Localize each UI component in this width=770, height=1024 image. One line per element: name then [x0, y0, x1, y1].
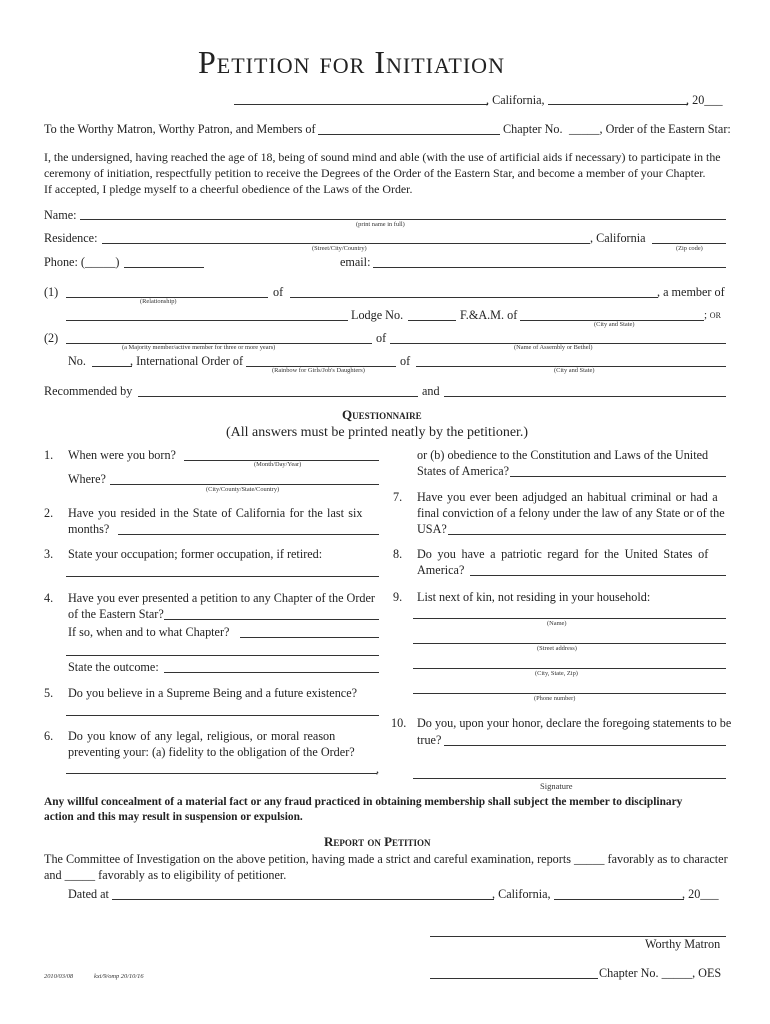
warning-line-1: Any willful concealment of a material fact or any fraud practiced in obtaining membership shall subject the member to disciplinary: [44, 796, 683, 808]
date-field[interactable]: [548, 104, 688, 105]
footer-code-1: 2010/03/08: [44, 973, 74, 980]
lodge-name-field[interactable]: [66, 320, 348, 321]
zip-field[interactable]: [652, 243, 726, 244]
q5-number: 5.: [44, 686, 54, 700]
name-label: Name:: [44, 208, 77, 222]
q3-number: 3.: [44, 547, 54, 561]
address-prefix: To the Worthy Matron, Worthy Patron, and Members of: [44, 122, 316, 136]
worthy-matron-label: Worthy Matron: [645, 937, 721, 951]
q9-street-hint: (Street address): [537, 645, 577, 652]
phone-label: Phone: (_____): [44, 255, 120, 269]
page-title: Petition for Initiation: [198, 44, 505, 80]
q6b-line-2: States of America?: [417, 464, 510, 478]
q1-where-hint: (City/County/State/Country): [206, 486, 280, 493]
kin-street-field[interactable]: [413, 643, 726, 644]
q10-line-2: true?: [417, 733, 442, 747]
q2-line-2: months?: [68, 522, 110, 536]
q7-line-3: USA?: [417, 522, 447, 536]
name-hint: (print name in full): [356, 221, 405, 228]
q4-chapter-field-2[interactable]: [66, 655, 379, 656]
recommended-and: and: [422, 384, 440, 398]
q6-line-1: Do you know of any legal, religious, or moral reason: [68, 729, 336, 743]
oes-chapter-name-field[interactable]: [430, 978, 598, 979]
kin-name-field[interactable]: [413, 618, 726, 619]
q10-answer-field[interactable]: [444, 745, 726, 746]
report-title: Report on Petition: [324, 834, 431, 849]
relation1-fam: F.&A.M. of: [460, 308, 518, 322]
relation1-or: ; or: [704, 309, 721, 321]
relation1-lodge: Lodge No.: [351, 308, 404, 322]
rainbow-hint: (Rainbow for Girls/Job's Daughters): [272, 367, 365, 374]
relation2-no: No.: [68, 354, 86, 368]
dated-california: , California,: [492, 887, 551, 901]
q6b-line-1: or (b) obedience to the Constitution and Laws of the United: [417, 448, 709, 462]
q7-answer-field[interactable]: [448, 534, 726, 535]
q8-line-2: America?: [417, 563, 465, 577]
header-year: , 20___: [686, 93, 723, 107]
q5-answer-field[interactable]: [66, 715, 379, 716]
majority-hint: (a Majority member/active member for three or more years): [122, 344, 276, 351]
relation2-intl: , International Order of: [130, 354, 244, 368]
email-field[interactable]: [373, 267, 726, 268]
q1-where: Where?: [68, 472, 106, 486]
intro-line-1: I, the undersigned, having reached the age of 18, being of sound mind and able (with the use of artificial aids if necessary) to participate in the: [44, 150, 721, 164]
dated-label: Dated at: [68, 887, 109, 901]
q7-number: 7.: [393, 490, 403, 504]
q9-name-hint: (Name): [547, 620, 567, 627]
q4-number: 4.: [44, 591, 54, 605]
q2-number: 2.: [44, 506, 54, 520]
q4-line-1: Have you ever presented a petition to any Chapter of the Order: [68, 591, 375, 605]
kin-city-field[interactable]: [413, 668, 726, 669]
relation1-city-hint: (City and State): [594, 321, 635, 328]
q8-number: 8.: [393, 547, 403, 561]
dated-place-field[interactable]: [112, 899, 494, 900]
q3-text: State your occupation; former occupation, if retired:: [68, 547, 323, 561]
dated-date-field[interactable]: [554, 899, 684, 900]
q4-line-3: If so, when and to what Chapter?: [68, 625, 230, 639]
dated-year: , 20___: [682, 887, 719, 901]
relation2-city-hint: (City and State): [554, 367, 595, 374]
warning-line-2: action and this may result in suspension or expulsion.: [44, 811, 303, 823]
q4-outcome: State the outcome:: [68, 660, 159, 674]
q6-number: 6.: [44, 729, 54, 743]
relation1-of: of: [273, 285, 284, 299]
questionnaire-title: Questionnaire: [342, 407, 422, 422]
lodge-number-field[interactable]: [408, 320, 456, 321]
residence-field[interactable]: [102, 243, 590, 244]
phone-field[interactable]: [124, 267, 204, 268]
q9-text: List next of kin, not residing in your household:: [417, 590, 651, 604]
relation2-number-field[interactable]: [92, 366, 132, 367]
relation1-number: (1): [44, 285, 59, 299]
intro-line-2: ceremony of initiation, respectfully petition to receive the Degrees of the Order of the Eastern Star, and become a member of your Chapter.: [44, 166, 706, 180]
assembly-hint: (Name of Assembly or Bethel): [514, 344, 593, 351]
recommender-2-field[interactable]: [444, 396, 726, 397]
relationship-hint: (Relationship): [140, 298, 177, 305]
q6-end: ,: [376, 762, 380, 776]
q2-line-1: Have you resided in the State of California for the last six: [68, 506, 363, 520]
q9-number: 9.: [393, 590, 403, 604]
intro-line-3: If accepted, I pledge myself to a cheerful obedience of the Laws of the Order.: [44, 182, 413, 196]
q5-text: Do you believe in a Supreme Being and a future existence?: [68, 686, 358, 700]
kin-phone-field[interactable]: [413, 693, 726, 694]
residence-hint: (Street/City/Country): [312, 245, 367, 252]
q10-line-1: Do you, upon your honor, declare the foregoing statements to be: [417, 716, 732, 730]
location-field[interactable]: [234, 104, 488, 105]
occupation-field[interactable]: [66, 576, 379, 577]
q1-text: When were you born?: [68, 448, 176, 462]
signature-field[interactable]: [413, 778, 726, 779]
header-california: , California,: [486, 93, 545, 107]
q9-phone-hint: (Phone number): [534, 695, 576, 702]
relation1-name-field[interactable]: [290, 297, 658, 298]
q6-answer-field[interactable]: [66, 773, 377, 774]
residence-california: , California: [590, 231, 646, 245]
relation2-number: (2): [44, 331, 59, 345]
q6-line-2: preventing your: (a) fidelity to the obligation of the Order?: [68, 745, 355, 759]
oes-chapter-label: Chapter No. _____, OES: [599, 966, 722, 980]
q7-line-2: final conviction of a felony under the law of any State or of the: [417, 506, 725, 520]
relation2-of2: of: [400, 354, 411, 368]
q4-chapter-field[interactable]: [240, 637, 379, 638]
q1-number: 1.: [44, 448, 54, 462]
q2-answer-field[interactable]: [118, 534, 379, 535]
q4-outcome-field[interactable]: [164, 672, 379, 673]
relation2-of: of: [376, 331, 387, 345]
chapter-name-field[interactable]: [318, 134, 500, 135]
q6b-answer-field[interactable]: [510, 476, 726, 477]
q10-number: 10.: [391, 716, 407, 730]
recommender-1-field[interactable]: [138, 396, 418, 397]
questionnaire-subtitle: (All answers must be printed neatly by the petitioner.): [226, 425, 529, 440]
q4-line-2: of the Eastern Star?: [68, 607, 164, 621]
q4-answer-field[interactable]: [164, 619, 379, 620]
q8-answer-field[interactable]: [470, 575, 726, 576]
q8-line-1: Do you have a patriotic regard for the United States of: [417, 547, 709, 561]
report-line-2: and _____ favorably as to eligibility of petitioner.: [44, 868, 287, 882]
q7-line-1: Have you ever been adjudged an habitual criminal or had a: [417, 490, 718, 504]
email-label: email:: [340, 255, 371, 269]
footer-code-2: kxi/9/omp 20/10/16: [94, 973, 144, 980]
q1-hint: (Month/Day/Year): [254, 461, 302, 468]
name-field[interactable]: [80, 219, 726, 220]
recommended-label: Recommended by: [44, 384, 133, 398]
zip-hint: (Zip code): [676, 245, 703, 252]
address-chapter: Chapter No.: [503, 122, 563, 136]
birthplace-field[interactable]: [110, 484, 379, 485]
relation1-member-of: , a member of: [657, 285, 725, 299]
address-suffix: _____, Order of the Eastern Star:: [569, 122, 731, 136]
report-line-1: The Committee of Investigation on the above petition, having made a strict and careful examination, reports _____ favorably as to character: [44, 852, 728, 866]
q9-city-hint: (City, State, Zip): [535, 670, 578, 677]
signature-label: Signature: [540, 781, 573, 791]
residence-label: Residence:: [44, 231, 98, 245]
